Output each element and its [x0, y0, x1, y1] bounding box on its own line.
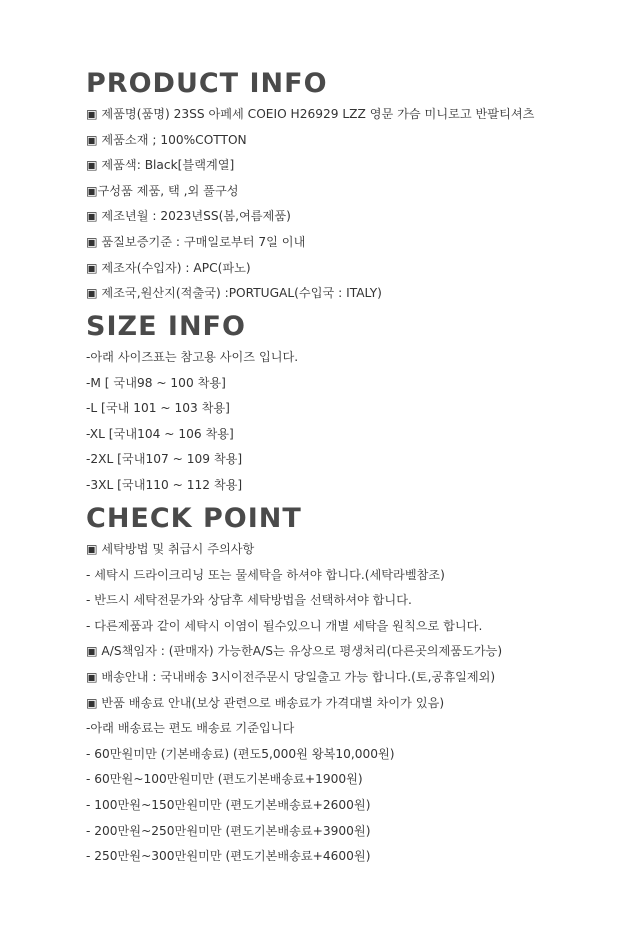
check-point-heading: CHECK POINT	[86, 503, 302, 534]
fee-tier-line: - 100만원~150만원미만 (편도기본배송료+2600원)	[86, 797, 371, 812]
size-l-line: -L [국내 101 ~ 103 착용]	[86, 401, 230, 416]
washing-separate-line: - 다른제품과 같이 세탁시 이염이 될수있으니 개별 세탁을 원칙으로 합니다.	[86, 618, 483, 633]
size-3xl-line: -3XL [국내110 ~ 112 착용]	[86, 477, 243, 492]
product-name-line: ▣ 제품명(품명) 23SS 아페세 COEIO H26929 LZZ 영문 가슴 미니로고 반팔티셔츠	[86, 107, 535, 121]
fee-tier-line: - 250만원~300만원미만 (편도기본배송료+4600원)	[86, 849, 371, 864]
size-info-list	[86, 345, 626, 499]
size-m-line: -M [ 국내98 ~ 100 착용]	[86, 375, 226, 390]
washing-method-line: - 세탁시 드라이크리닝 또는 물세탁을 하셔야 합니다.(세탁라벨참조)	[86, 567, 445, 582]
shipping-info-line: ▣ 배송안내 : 국내배송 3시이전주문시 당일출고 가능 합니다.(토,공휴일제외)	[86, 669, 496, 684]
washing-notice-line: ▣ 세탁방법 및 취급시 주의사항	[86, 542, 255, 556]
fee-tier-line: - 60만원~100만원미만 (편도기본배송료+1900원)	[86, 772, 363, 787]
manufacture-date-line: ▣ 제조년월 : 2023년SS(봄,여름제품)	[86, 209, 291, 224]
product-info-section	[86, 66, 626, 307]
as-responsible-line: ▣ A/S책임자 : (판매자) 가능한A/S는 유상으로 평생처리(다른곳의제품도가능)	[86, 644, 503, 659]
manufacturer-line: ▣ 제조자(수입자) : APC(파노)	[86, 260, 251, 275]
washing-consult-line: - 반드시 세탁전문가와 상담후 세탁방법을 선택하셔야 합니다.	[86, 593, 412, 608]
return-fee-basis-line: -아래 배송료는 편도 배송료 기준입니다	[86, 721, 295, 736]
product-info-heading: PRODUCT INFO	[86, 68, 328, 99]
product-info-list	[86, 102, 626, 307]
fee-tier-line: - 200만원~250만원미만 (편도기본배송료+3900원)	[86, 823, 371, 838]
size-info-heading: SIZE INFO	[86, 311, 246, 342]
warranty-line: ▣ 품질보증기준 : 구매일로부터 7일 이내	[86, 234, 306, 249]
size-2xl-line: -2XL [국내107 ~ 109 착용]	[86, 452, 243, 467]
components-line: ▣구성품 제품, 택 ,외 풀구성	[86, 183, 239, 198]
size-info-section	[86, 309, 626, 499]
material-line: ▣ 제품소재 ; 100%COTTON	[86, 132, 247, 147]
fee-tier-line: - 60만원미만 (기본배송료) (편도5,000원 왕복10,000원)	[86, 746, 395, 761]
size-note-line: -아래 사이즈표는 참고용 사이즈 입니다.	[86, 350, 299, 364]
check-point-list	[86, 537, 626, 870]
size-xl-line: -XL [국내104 ~ 106 착용]	[86, 426, 234, 441]
check-point-section	[86, 501, 626, 870]
color-line: ▣ 제품색: Black[블랙계열]	[86, 158, 235, 173]
return-fee-line: ▣ 반품 배송료 안내(보상 관련으로 배송료가 가격대별 차이가 있음)	[86, 695, 445, 710]
origin-line: ▣ 제조국,원산지(적출국) :PORTUGAL(수입국 : ITALY)	[86, 286, 382, 301]
